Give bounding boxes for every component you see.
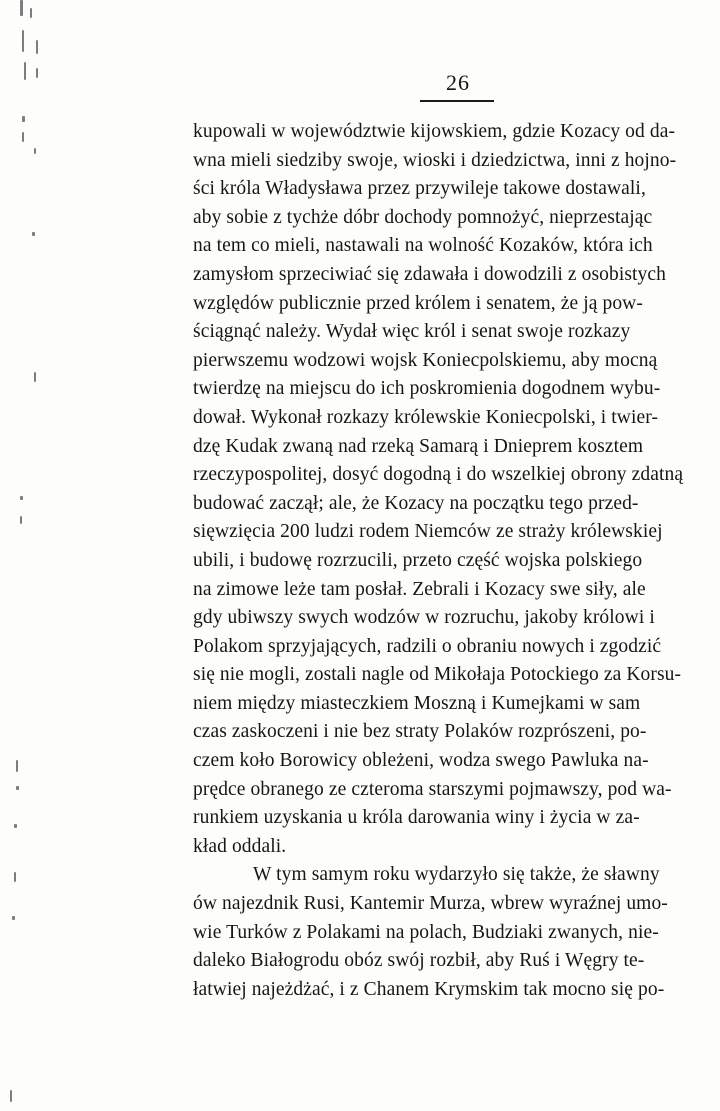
text-line: wna mieli siedziby swoje, wioski i dziedzictwa, inni z hojno- [193, 149, 677, 171]
bleed-mark [32, 232, 35, 236]
bleed-mark [22, 132, 24, 142]
bleed-mark [14, 872, 16, 882]
text-line: dował. Wykonał rozkazy królewskie Koniecpolski, i twier- [193, 406, 659, 428]
bleed-mark [10, 1090, 12, 1102]
text-line: ści króla Władysława przez przywileje takowe dostawali, [193, 178, 646, 200]
text-line: runkiem uzyskania u króla darowania winy i życia w za- [193, 807, 640, 829]
bleed-mark [24, 62, 26, 80]
body-text [193, 118, 720, 1004]
bleed-mark [36, 40, 38, 54]
text-line: ściągnąć należy. Wydał więc król i senat swoje rozkazy [193, 321, 631, 343]
page-number-rule [420, 100, 494, 102]
text-line: na tem co mieli, nastawali na wolność Kozaków, która ich [193, 235, 653, 257]
text-line: kupowali w województwie kijowskiem, gdzie Kozacy od da- [193, 121, 676, 142]
text-line: pierwszemu wodzowi wojsk Koniecpolskiemu, aby mocną [193, 349, 658, 371]
bleed-mark [22, 30, 24, 52]
text-line: wie Turków z Polakami na polach, Budziaki zwanych, nie- [193, 921, 659, 943]
text-line: ów najezdnik Rusi, Kantemir Murza, wbrew wyraźnej umo- [193, 893, 668, 915]
bleed-mark [20, 0, 23, 16]
text-line: aby sobie z tychże dóbr dochody pomnożyć, nieprzestając [193, 206, 653, 228]
left-margin-bleed-marks [0, 0, 60, 1111]
bleed-mark [20, 496, 23, 500]
text-line: Polakom sprzyjających, radzili o obraniu nowych i zgodzić [193, 635, 662, 657]
bleed-mark [20, 516, 22, 524]
text-line: rzeczypospolitej, dosyć dogodną i do wszelkiej obrony zdatną [193, 464, 684, 486]
text-line: gdy ubiwszy swych wodzów w rozruchu, jakoby królowi i [193, 607, 655, 629]
text-line: ubili, i budowę rozrzucili, przeto część wojska polskiego [193, 549, 643, 571]
text-line: kład oddali. [193, 835, 287, 857]
bleed-mark [34, 372, 36, 382]
bleed-mark [34, 148, 36, 154]
bleed-mark [14, 824, 17, 828]
text-line: prędce obranego ze czteroma starszymi pojmawszy, pod wa- [193, 778, 672, 800]
bleed-mark [30, 8, 32, 18]
paragraph-first-line: W tym samym roku wydarzyło się także, że sławny [253, 864, 660, 886]
text-line: twierdzę na miejscu do ich poskromienia dogodnem wybu- [193, 378, 661, 400]
bleed-mark [22, 116, 25, 122]
page-number: 26 [446, 70, 470, 95]
text-line: się nie mogli, zostali nagle od Mikołaja Potockiego za Korsu- [193, 664, 682, 686]
bleed-mark [16, 786, 19, 790]
text-line: niem między miasteczkiem Moszną i Kumejkami w sam [193, 692, 641, 714]
text-line: daleko Białogrodu obóz swój rozbił, aby Ruś i Węgry te- [193, 950, 645, 972]
text-line: budować zaczął; ale, że Kozacy na początku tego przed- [193, 492, 639, 514]
text-line: łatwiej najeżdżać, i z Chanem Krymskim tak mocno się po- [193, 978, 665, 1000]
text-line: na zimowe leże tam posłał. Zebrali i Kozacy swe siły, ale [193, 578, 646, 600]
bleed-mark [16, 760, 18, 772]
text-line: zamysłom sprzeciwiać się zdawała i dowodzili z osobistych [193, 263, 667, 285]
text-line: sięwzięcia 200 ludzi rodem Niemców ze straży królewskiej [193, 521, 663, 543]
bleed-mark [36, 68, 38, 78]
bleed-mark [12, 916, 15, 920]
text-line: względów publicznie przed królem i senatem, że ją pow- [193, 292, 643, 314]
text-line: czas zaskoczeni i nie bez straty Polaków rozprószeni, po- [193, 721, 647, 743]
text-line: dzę Kudak zwaną nad rzeką Samarą i Dnieprem kosztem [193, 435, 644, 457]
text-line: czem koło Borowicy obleżeni, wodza swego Pawluka na- [193, 750, 649, 772]
